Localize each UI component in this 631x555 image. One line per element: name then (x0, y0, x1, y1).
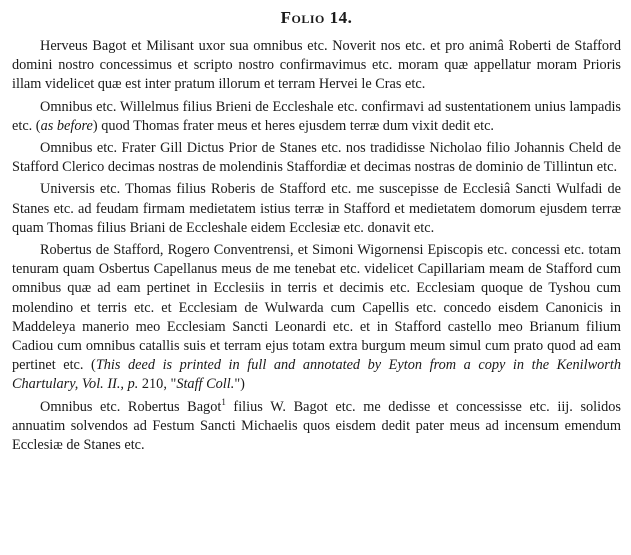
paragraph-text: Herveus Bagot et Milisant uxor sua omnibus etc. Noverit nos etc. et pro animâ Roberti de Stafford domini nostro concessimus et scripto nostro confirmavimus etc. moram quæ appellatur moram Prioris illam videlicet quæ est inter pratum illorum et terram Hervei le Cras etc. (12, 38, 621, 93)
paragraph-text: Universis etc. Thomas filius Roberis de Stafford etc. me suscepisse de Ecclesiâ Sancti Wulfadi de Stanes etc. ad feudam firmam medietatem istius terræ in Stafford et medietatem domorum ejusdem terræ quam Thomas filius Briani de Eccleshale eidem Ecclesiæ etc. donavit etc. (12, 181, 621, 236)
paragraph-text: ") (234, 376, 245, 393)
paragraph-italic-note: as before (40, 117, 93, 134)
paragraph-text: ) quod Thomas frater meus et heres ejusdem terræ dum vixit dedit etc. (92, 117, 494, 134)
paragraph-italic-note: Staff Coll. (176, 376, 235, 393)
paragraph-text: Omnibus etc. Frater Gill Dictus Prior de Stanes etc. nos tradidisse Nicholao filio Johannis Cheld de Stafford Clerico decimas nostras de molendinis Staffordiæ et decimas nostras de dominio de Tillintun etc. (12, 140, 621, 176)
paragraph-robertus-stafford (12, 241, 621, 395)
folio-title: Folio 14. (280, 8, 353, 27)
paragraph-frater-gill (12, 139, 621, 177)
paragraph-italic-note: This deed is printed in full and annotated by Eyton from a copy in the Kenilworth Chartulary, Vol. II., p. (12, 357, 621, 393)
paragraph-text: filius W. Bagot etc. me dedisse et concessisse etc. iij. solidos annuatim solvendos ad Festum Sancti Michaelis quos eisdem dedit pater meus ad incensum emendum Ecclesiæ de Stanes etc. (12, 398, 621, 454)
paragraph-text: 210, " (138, 376, 177, 393)
paragraph-thomas-roberis (12, 180, 621, 238)
paragraph-text: Omnibus etc. Robertus Bagot (40, 398, 222, 415)
paragraph-text: Omnibus etc. Willelmus filius Brieni de Eccleshale etc. confirmavi ad sustentationem unius lampadis etc. ( (12, 98, 621, 134)
paragraph-text: Robertus de Stafford, Rogero Conventrensi, et Simoni Wigornensi Episcopis etc. concessi etc. totam tenuram quam Osbertus Capellanus meus de me tenebat etc. videlicet Capillariam meam de Stafford cum omnibus quæ ad eam pertinet in Ecclesiis in terris et decimis etc. Ecclesiam quoque de Tyshou cum molendino et terris etc. et Ecclesiam de Wulwarda cum Capellis etc. concedo eisdem Canonicis in Maddeleya manerio meo Ecclesiam Sancti Leonardi etc. et in Stafford castello meo Brianum filium Cadiou cum omnibus catallis suis et terram ejus totam extra burgum meum simul cum prato quod ad eam pertinet etc. ( (12, 242, 621, 374)
paragraph-robertus-bagot (12, 398, 621, 456)
paragraph-herveus-bagot (12, 37, 621, 95)
paragraph-willelmus (12, 98, 621, 136)
footnote-marker: 1 (221, 396, 226, 407)
